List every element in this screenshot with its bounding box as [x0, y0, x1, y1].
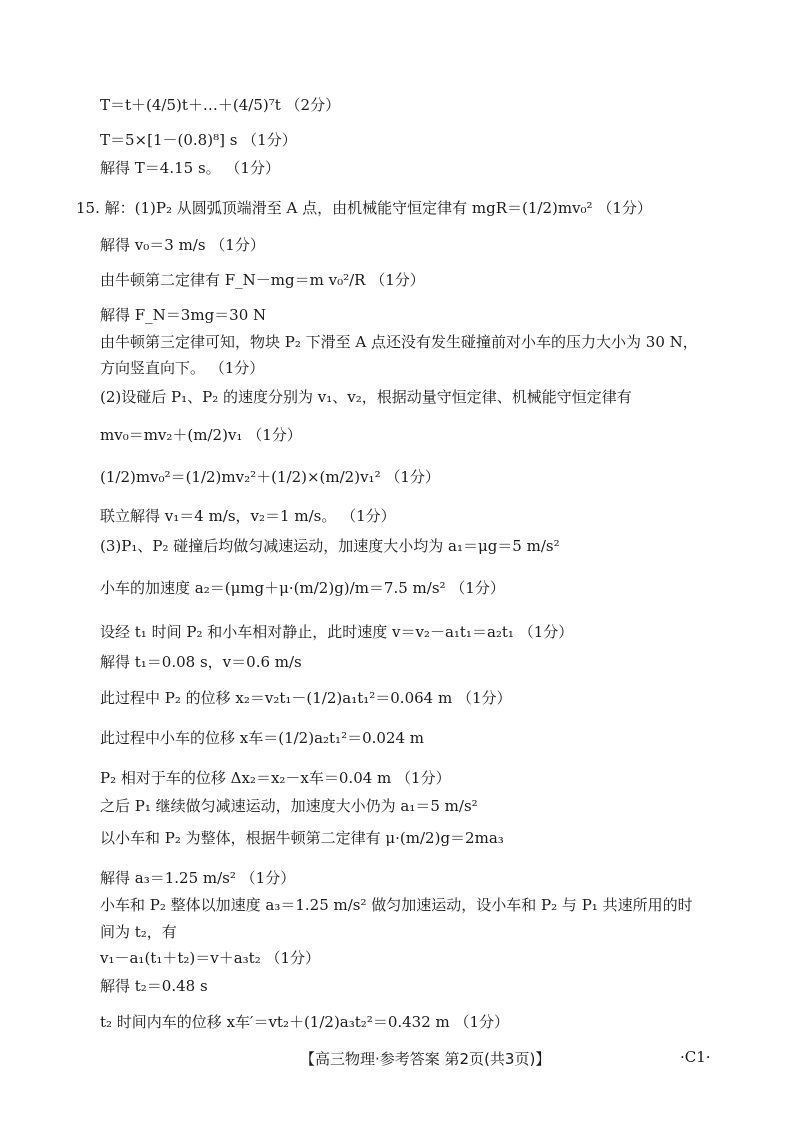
solution-line: 此过程中小车的位移 x车＝(1/2)a₂t₁²＝0.024 m — [100, 729, 425, 747]
solution-line: P₂ 相对于车的位移 Δx₂＝x₂－x车＝0.04 m （1分） — [100, 769, 451, 787]
solution-line: 解得 a₃＝1.25 m/s² （1分） — [100, 869, 296, 887]
solution-line: 小车和 P₂ 整体以加速度 a₃＝1.25 m/s² 做匀加速运动，设小车和 P₂ 与 P₁ 共速所用的时 — [100, 896, 693, 914]
paper-code: ·C1· — [680, 1048, 711, 1066]
solution-line: 之后 P₁ 继续做匀减速运动，加速度大小仍为 a₁＝5 m/s² — [100, 797, 478, 815]
solution-line: 间为 t₂，有 — [100, 923, 177, 941]
solution-line: 解得 t₂＝0.48 s — [100, 977, 208, 995]
solution-line: 由牛顿第二定律有 F_N－mg＝m v₀²/R （1分） — [100, 271, 425, 289]
solution-line: 解得 F_N＝3mg＝30 N — [100, 306, 267, 324]
solution-line: v₁－a₁(t₁＋t₂)＝v＋a₃t₂ （1分） — [100, 949, 321, 967]
solution-line: 方向竖直向下。 （1分） — [100, 359, 265, 377]
solution-line: T＝t＋(4/5)t＋…＋(4/5)⁷t （2分） — [100, 96, 341, 114]
solution-line: 解得 v₀＝3 m/s （1分） — [100, 236, 265, 254]
solution-line: 小车的加速度 a₂＝(μmg＋μ·(m/2)g)/m＝7.5 m/s² （1分） — [100, 579, 505, 597]
solution-line: 解得 T＝4.15 s。 （1分） — [100, 159, 280, 177]
page-footer: 【高三物理·参考答案 第2页(共3页)】 — [300, 1050, 551, 1068]
solution-line: 15. 解：(1)P₂ 从圆弧顶端滑至 A 点，由机械能守恒定律有 mgR＝(1/2)mv₀² （1分） — [76, 199, 652, 217]
solution-line: mv₀＝mv₂＋(m/2)v₁ （1分） — [100, 426, 302, 444]
solution-line: 联立解得 v₁＝4 m/s，v₂＝1 m/s。 （1分） — [100, 507, 396, 525]
solution-line: t₂ 时间内车的位移 x车′＝vt₂＋(1/2)a₃t₂²＝0.432 m （1分） — [100, 1013, 510, 1031]
solution-line: (2)设碰后 P₁、P₂ 的速度分别为 v₁、v₂，根据动量守恒定律、机械能守恒定律有 — [100, 388, 632, 406]
solution-line: T＝5×[1－(0.8)⁸] s （1分） — [100, 131, 297, 149]
solution-line: 解得 t₁＝0.08 s，v＝0.6 m/s — [100, 653, 302, 671]
solution-line: 设经 t₁ 时间 P₂ 和小车相对静止，此时速度 v＝v₂－a₁t₁＝a₂t₁ （1分） — [100, 623, 574, 641]
solution-line: 由牛顿第三定律可知，物块 P₂ 下滑至 A 点还没有发生碰撞前对小车的压力大小为 30 N， — [100, 333, 698, 351]
solution-line: (1/2)mv₀²＝(1/2)mv₂²＋(1/2)×(m/2)v₁² （1分） — [100, 468, 440, 486]
solution-line: 以小车和 P₂ 为整体，根据牛顿第二定律有 μ·(m/2)g＝2ma₃ — [100, 829, 504, 847]
solution-line: 此过程中 P₂ 的位移 x₂＝v₂t₁－(1/2)a₁t₁²＝0.064 m （1分） — [100, 689, 512, 707]
solution-line: (3)P₁、P₂ 碰撞后均做匀减速运动，加速度大小均为 a₁＝μg＝5 m/s² — [100, 537, 560, 555]
